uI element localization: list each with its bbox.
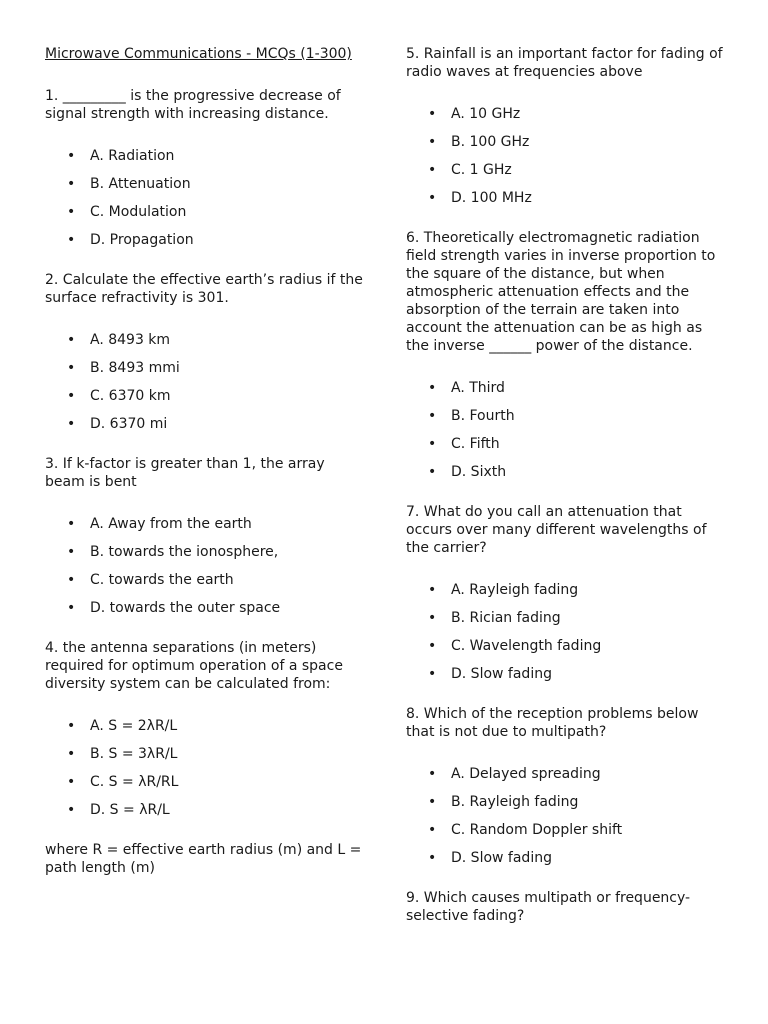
bullet-icon: • [428,106,437,122]
option-text: C. towards the earth [90,572,234,588]
bullet-icon: • [67,204,76,220]
option-item [45,773,365,791]
option-item [406,765,728,783]
option-item [406,609,728,627]
bullet-icon: • [428,162,437,178]
option-text: C. 1 GHz [451,162,512,178]
options-list [406,765,728,867]
option-item [45,515,365,533]
option-text: A. Radiation [90,148,175,164]
option-text: B. Rician fading [451,610,561,626]
options-list [45,331,365,433]
question-5 [406,45,728,207]
option-text: C. Fifth [451,436,500,452]
option-text: D. Slow fading [451,666,552,682]
option-item [406,637,728,655]
question-text: 7. What do you call an attenuation that occurs over many different wavelengths of the carrier? [406,504,707,556]
bullet-icon: • [428,134,437,150]
option-text: A. Third [451,380,505,396]
option-text: A. Delayed spreading [451,766,601,782]
question-text: 6. Theoretically electromagnetic radiation field strength varies in inverse proportion to the square of the distance, but when atmospheric attenuation effects and the absorption of the terrain are taken into account the attenuation can be as high as the inverse ______ power of the distance. [406,230,716,354]
option-text: A. 8493 km [90,332,171,348]
option-item [45,147,365,165]
option-item [406,379,728,397]
option-text: C. Wavelength fading [451,638,602,654]
option-item [45,599,365,617]
bullet-icon: • [428,666,437,682]
option-item [406,407,728,425]
option-text: B. S = 3λR/L [90,746,178,762]
question-text: 8. Which of the reception problems below that is not due to multipath? [406,706,699,740]
bullet-icon: • [428,766,437,782]
bullet-icon: • [428,610,437,626]
question-3 [45,455,365,617]
option-item [45,801,365,819]
option-text: B. 100 GHz [451,134,530,150]
option-item [406,435,728,453]
option-item [45,203,365,221]
option-item [45,231,365,249]
question-6 [406,229,728,481]
option-text: B. Fourth [451,408,515,424]
bullet-icon: • [67,746,76,762]
bullet-icon: • [67,232,76,248]
option-text: A. S = 2λR/L [90,718,178,734]
bullet-icon: • [428,638,437,654]
option-item [45,331,365,349]
question-text: 2. Calculate the effective earth’s radius if the surface refractivity is 301. [45,272,363,306]
option-text: B. Attenuation [90,176,191,192]
option-text: C. 6370 km [90,388,171,404]
bullet-icon: • [67,332,76,348]
bullet-icon: • [67,148,76,164]
bullet-icon: • [428,408,437,424]
options-list [45,515,365,617]
option-text: A. Rayleigh fading [451,582,579,598]
options-list [406,379,728,481]
option-text: B. 8493 mmi [90,360,180,376]
option-item [45,175,365,193]
bullet-icon: • [67,544,76,560]
question-text: 4. the antenna separations (in meters) required for optimum operation of a space diversity system can be calculated from: [45,640,343,692]
option-text: C. Random Doppler shift [451,822,623,838]
option-item [45,745,365,763]
option-text: D. Sixth [451,464,507,480]
question-8 [406,705,728,867]
bullet-icon: • [67,718,76,734]
option-text: D. S = λR/L [90,802,170,818]
option-text: B. towards the ionosphere, [90,544,279,560]
options-list [406,105,728,207]
bullet-icon: • [428,582,437,598]
bullet-icon: • [67,774,76,790]
bullet-icon: • [428,822,437,838]
question-2 [45,271,365,433]
option-item [406,463,728,481]
option-item [406,105,728,123]
option-text: A. Away from the earth [90,516,252,532]
bullet-icon: • [428,850,437,866]
bullet-icon: • [67,176,76,192]
option-item [406,821,728,839]
bullet-icon: • [428,436,437,452]
option-item [406,849,728,867]
option-item [406,133,728,151]
bullet-icon: • [67,388,76,404]
bullet-icon: • [428,794,437,810]
options-list [406,581,728,683]
options-list [45,147,365,249]
formula-note: where R = effective earth radius (m) and L = path length (m) [45,842,362,876]
bullet-icon: • [67,416,76,432]
option-item [45,359,365,377]
option-item [406,793,728,811]
bullet-icon: • [67,516,76,532]
option-item [406,665,728,683]
question-text: 1. _________ is the progressive decrease of signal strength with increasing distance. [45,88,341,122]
bullet-icon: • [67,802,76,818]
option-item [45,543,365,561]
option-text: A. 10 GHz [451,106,521,122]
options-list [45,717,365,819]
question-text: 3. If k-factor is greater than 1, the array beam is bent [45,456,325,490]
question-4 [45,639,365,819]
option-text: C. Modulation [90,204,187,220]
option-text: C. S = λR/RL [90,774,179,790]
option-item [45,415,365,433]
option-text: D. 6370 mi [90,416,168,432]
document-title: Microwave Communications - MCQs (1-300) [45,46,352,62]
left-column [45,45,365,877]
option-item [406,189,728,207]
bullet-icon: • [67,600,76,616]
option-text: B. Rayleigh fading [451,794,579,810]
question-text: 5. Rainfall is an important factor for fading of radio waves at frequencies above [406,46,723,80]
right-column [406,45,728,925]
option-text: D. Slow fading [451,850,552,866]
option-text: D. towards the outer space [90,600,281,616]
option-text: D. 100 MHz [451,190,532,206]
question-9-text: 9. Which causes multipath or frequency-selective fading? [406,890,691,924]
option-text: D. Propagation [90,232,194,248]
option-item [45,387,365,405]
option-item [406,161,728,179]
bullet-icon: • [67,572,76,588]
option-item [45,571,365,589]
question-1 [45,87,365,249]
bullet-icon: • [428,464,437,480]
question-7 [406,503,728,683]
bullet-icon: • [67,360,76,376]
bullet-icon: • [428,190,437,206]
option-item [45,717,365,735]
option-item [406,581,728,599]
bullet-icon: • [428,380,437,396]
